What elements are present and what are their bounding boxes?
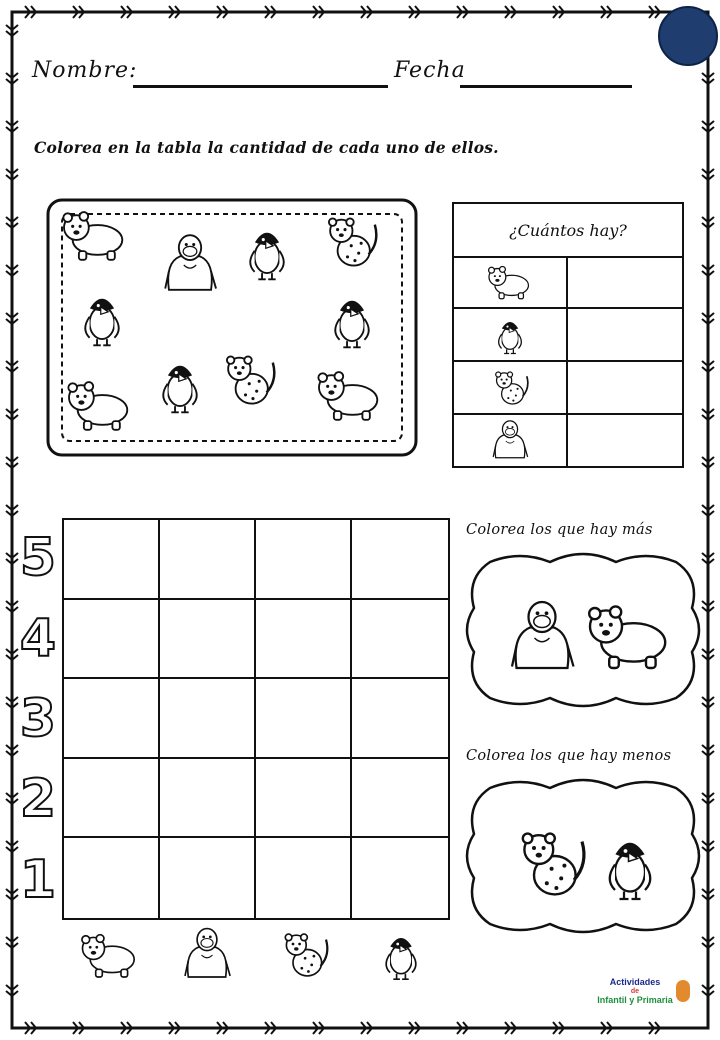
less-section-title: Colorea los que hay menos xyxy=(466,748,672,764)
count-row-bear xyxy=(454,256,682,309)
graph-cell[interactable] xyxy=(256,520,352,600)
y-label-4: 4 xyxy=(19,609,57,669)
count-answer-eagle[interactable] xyxy=(570,309,682,360)
count-cell-eagle xyxy=(454,309,568,360)
date-field-line[interactable] xyxy=(460,85,632,88)
logo-child-icon xyxy=(676,980,690,1002)
graph-cell[interactable] xyxy=(160,759,256,839)
less-section-frame xyxy=(460,774,706,938)
bear-icon xyxy=(82,935,134,977)
count-row-eagle xyxy=(454,309,682,362)
gorilla-icon xyxy=(165,235,216,290)
more-section-frame xyxy=(460,548,706,712)
graph-cell[interactable] xyxy=(64,520,160,600)
graph-cell[interactable] xyxy=(160,838,256,918)
eagle-icon xyxy=(454,309,566,360)
eagle-icon xyxy=(163,366,196,412)
instruction-text: Colorea en la tabla la cantidad de cada uno de ellos. xyxy=(34,138,499,157)
count-table xyxy=(452,202,684,468)
graph-cell[interactable] xyxy=(256,759,352,839)
eagle-icon xyxy=(335,301,368,347)
logo-line-1: Actividades xyxy=(609,977,661,987)
graph-grid xyxy=(62,518,450,920)
bear-icon xyxy=(63,212,122,260)
leopard-icon xyxy=(285,934,327,976)
graph-cell[interactable] xyxy=(160,679,256,759)
animal-scene-frame xyxy=(40,190,425,465)
graph-cell[interactable] xyxy=(352,520,448,600)
count-answer-leopard[interactable] xyxy=(570,362,682,413)
leopard-icon xyxy=(523,834,584,895)
graph-cell[interactable] xyxy=(64,759,160,839)
leopard-icon xyxy=(227,356,274,403)
more-section-title: Colorea los que hay más xyxy=(466,522,653,538)
graph-x-icons xyxy=(62,922,450,988)
graph-cell[interactable] xyxy=(256,838,352,918)
count-table-title: ¿Cuántos hay? xyxy=(454,204,682,258)
count-answer-bear[interactable] xyxy=(570,256,682,307)
eagle-icon xyxy=(250,233,283,279)
bear-icon xyxy=(454,256,566,307)
leopard-icon xyxy=(329,218,376,265)
y-label-3: 3 xyxy=(19,689,57,749)
y-label-1: 1 xyxy=(19,850,57,910)
graph-cell[interactable] xyxy=(256,679,352,759)
graph-cell[interactable] xyxy=(352,838,448,918)
bear-icon xyxy=(589,606,665,668)
graph-cell[interactable] xyxy=(256,600,352,680)
leopard-icon xyxy=(454,362,566,413)
count-row-leopard xyxy=(454,362,682,415)
y-label-5: 5 xyxy=(19,528,57,588)
bear-icon xyxy=(68,382,127,430)
graph-cell[interactable] xyxy=(352,679,448,759)
logo-line-3: Infantil y Primaria xyxy=(597,994,673,1005)
logo-circle-icon xyxy=(658,6,718,66)
eagle-icon xyxy=(610,844,651,900)
graph-cell[interactable] xyxy=(64,838,160,918)
graph-cell[interactable] xyxy=(64,679,160,759)
graph-cell[interactable] xyxy=(160,520,256,600)
name-field-line[interactable] xyxy=(133,85,388,88)
bear-icon xyxy=(318,372,377,420)
y-label-2: 2 xyxy=(19,769,57,829)
graph-cell[interactable] xyxy=(352,759,448,839)
count-cell-gorilla xyxy=(454,415,568,468)
count-answer-gorilla[interactable] xyxy=(570,415,682,466)
name-label: Nombre: xyxy=(32,58,138,83)
bottom-logo xyxy=(594,978,676,1005)
graph-cell[interactable] xyxy=(64,600,160,680)
logo-line-2: de xyxy=(630,987,640,995)
eagle-icon xyxy=(85,299,118,345)
count-cell-bear xyxy=(454,256,568,307)
count-row-gorilla xyxy=(454,415,682,468)
date-label: Fecha xyxy=(394,58,466,83)
count-cell-leopard xyxy=(454,362,568,413)
gorilla-icon xyxy=(512,602,574,668)
gorilla-icon xyxy=(185,929,230,977)
gorilla-icon xyxy=(454,415,566,466)
graph-cell[interactable] xyxy=(352,600,448,680)
graph-cell[interactable] xyxy=(160,600,256,680)
eagle-icon xyxy=(386,939,416,980)
